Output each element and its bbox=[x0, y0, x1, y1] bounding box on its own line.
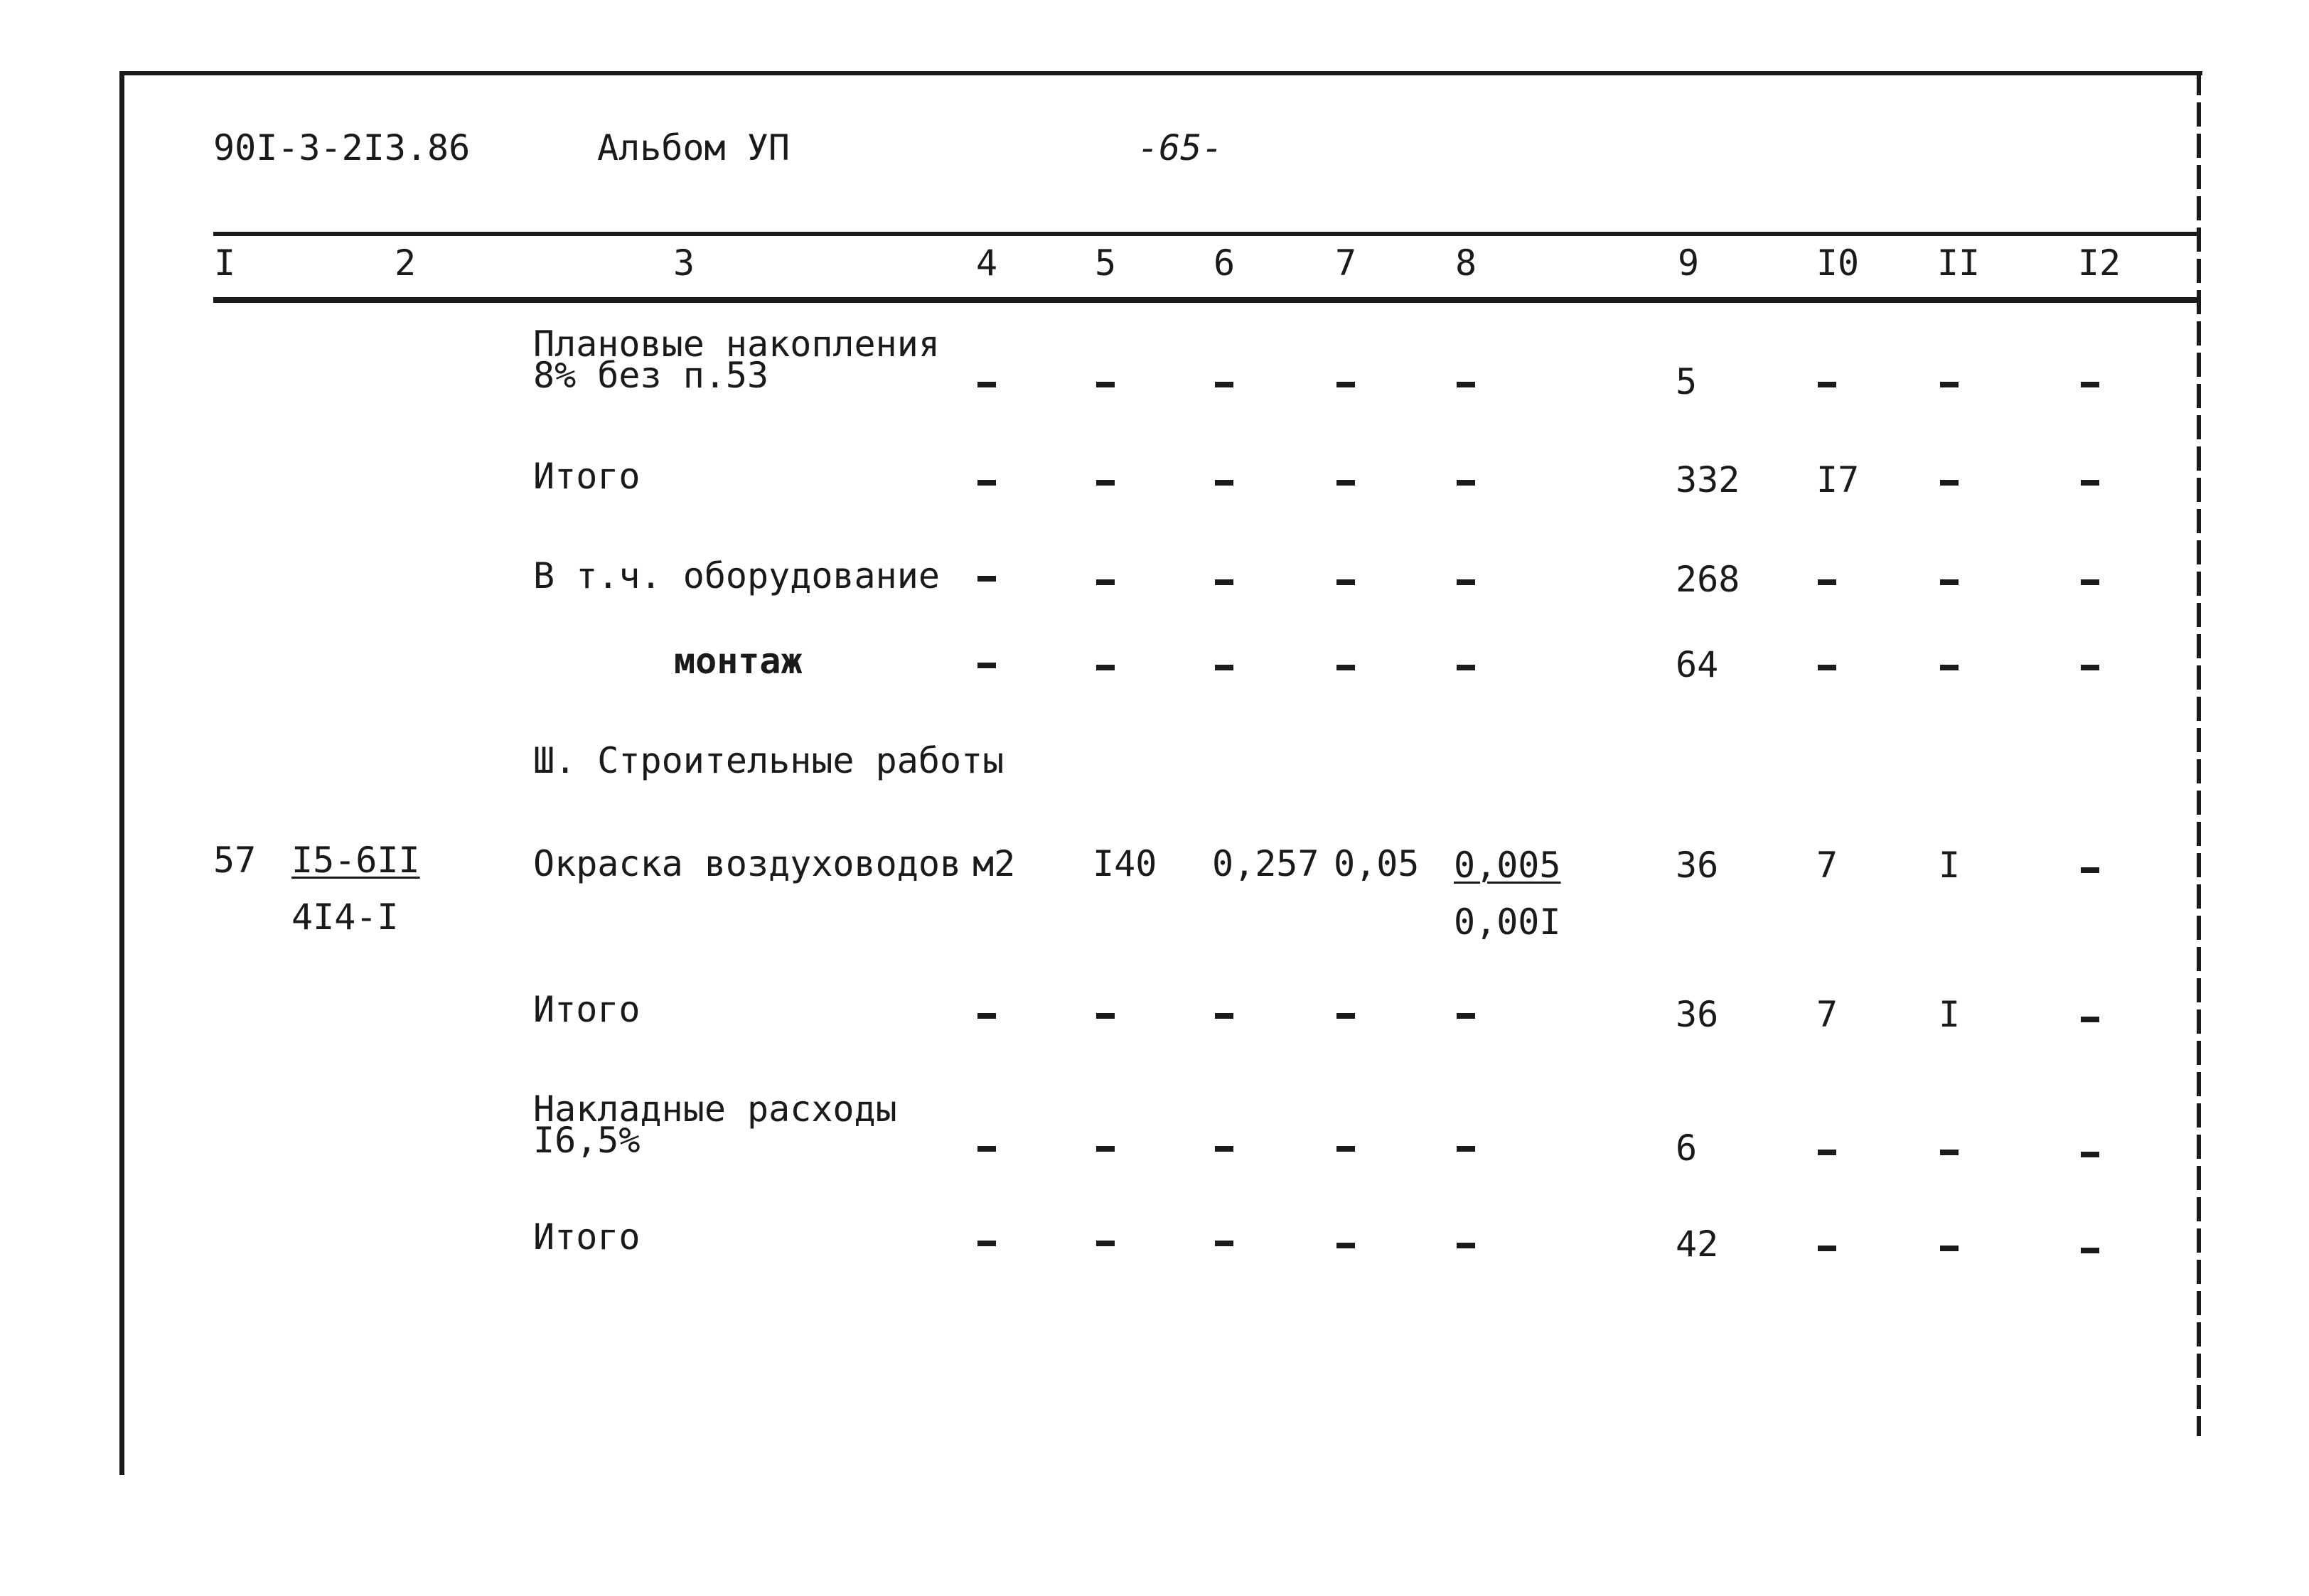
dash-col7 bbox=[1336, 1146, 1355, 1152]
column-header-7: 7 bbox=[1334, 242, 1357, 284]
column-header-2: 2 bbox=[394, 242, 417, 284]
dash-col4 bbox=[977, 1013, 996, 1019]
cell-col10: 7 bbox=[1816, 994, 1838, 1035]
dash-col8 bbox=[1457, 480, 1475, 486]
frame-right-border bbox=[2197, 71, 2201, 1436]
cell-col6: 0,257 bbox=[1212, 843, 1319, 884]
cell-col9: 6 bbox=[1676, 1128, 1698, 1169]
dash-col6 bbox=[1215, 579, 1233, 585]
row-number: 57 bbox=[213, 840, 257, 881]
row-description: Итого bbox=[533, 456, 641, 497]
cell-col11: I bbox=[1939, 845, 1961, 886]
dash-col6 bbox=[1215, 1013, 1233, 1019]
dash-col7 bbox=[1336, 579, 1355, 585]
column-header-3: 3 bbox=[673, 242, 695, 284]
dash-col10 bbox=[1818, 665, 1836, 670]
cell-col10: 7 bbox=[1816, 845, 1838, 886]
cell-unit: м2 bbox=[973, 843, 1016, 884]
dash-col5 bbox=[1096, 480, 1115, 486]
table-header-bottom-rule bbox=[213, 297, 2198, 303]
dash-col4 bbox=[977, 480, 996, 486]
dash-col4 bbox=[977, 1241, 996, 1246]
row-description-cont: 8% без п.53 bbox=[533, 355, 769, 396]
row-description: Плановые накопления bbox=[533, 323, 940, 365]
dash-col12 bbox=[2081, 867, 2099, 873]
dash-col11 bbox=[1940, 382, 1959, 387]
dash-col10 bbox=[1818, 1150, 1836, 1155]
dash-col6 bbox=[1215, 665, 1233, 670]
dash-col12 bbox=[2081, 480, 2099, 486]
cell-quantity: I40 bbox=[1093, 843, 1157, 884]
dash-col5 bbox=[1096, 1146, 1115, 1152]
cell-col9: 36 bbox=[1676, 994, 1719, 1035]
dash-col11 bbox=[1940, 1150, 1959, 1155]
dash-col6 bbox=[1215, 480, 1233, 486]
row-description: Итого bbox=[533, 1216, 641, 1258]
column-header-5: 5 bbox=[1094, 242, 1117, 284]
dash-col10 bbox=[1818, 579, 1836, 585]
cell-col9: 42 bbox=[1676, 1223, 1719, 1265]
row-description: монтаж bbox=[674, 641, 803, 682]
column-header-10: I0 bbox=[1816, 242, 1860, 284]
dash-col12 bbox=[2081, 579, 2099, 585]
row-description: Накладные расходы bbox=[533, 1088, 897, 1130]
dash-col7 bbox=[1336, 382, 1355, 387]
dash-col5 bbox=[1096, 579, 1115, 585]
dash-col5 bbox=[1096, 665, 1115, 670]
dash-col5 bbox=[1096, 1013, 1115, 1019]
dash-col10 bbox=[1818, 382, 1836, 387]
dash-col8 bbox=[1457, 382, 1475, 387]
dash-col7 bbox=[1336, 1243, 1355, 1248]
cell-col11: I bbox=[1939, 994, 1961, 1035]
dash-col11 bbox=[1940, 665, 1959, 670]
row-description: Итого bbox=[533, 989, 641, 1030]
dash-col4 bbox=[977, 663, 996, 668]
column-header-1: I bbox=[213, 242, 236, 284]
column-header-4: 4 bbox=[975, 242, 998, 284]
cell-col8: 0,005 bbox=[1454, 845, 1561, 886]
cell-col10: I7 bbox=[1816, 459, 1860, 500]
dash-col5 bbox=[1096, 382, 1115, 387]
dash-col8 bbox=[1457, 579, 1475, 585]
dash-col12 bbox=[2081, 1152, 2099, 1157]
column-header-9: 9 bbox=[1677, 242, 1700, 284]
dash-col8 bbox=[1457, 1146, 1475, 1152]
dash-col6 bbox=[1215, 1241, 1233, 1246]
dash-col6 bbox=[1215, 382, 1233, 387]
dash-col4 bbox=[977, 1146, 996, 1152]
dash-col12 bbox=[2081, 665, 2099, 670]
frame-top-border bbox=[119, 71, 2202, 75]
column-header-6: 6 bbox=[1213, 242, 1236, 284]
row-description: Окраска воздуховодов bbox=[533, 843, 962, 884]
cell-col9: 268 bbox=[1676, 559, 1740, 600]
row-description-cont: I6,5% bbox=[533, 1120, 641, 1161]
dash-col6 bbox=[1215, 1146, 1233, 1152]
dash-col7 bbox=[1336, 1013, 1355, 1019]
cell-col9: 36 bbox=[1676, 845, 1719, 886]
rate-code: I5-6II bbox=[291, 840, 420, 881]
dash-col8 bbox=[1457, 1013, 1475, 1019]
cell-col8-secondary: 0,00I bbox=[1454, 901, 1561, 943]
page-number: -65- bbox=[1137, 127, 1223, 168]
dash-col12 bbox=[2081, 1248, 2099, 1253]
section-title: Ш. Строительные работы bbox=[533, 740, 1005, 781]
row-description: В т.ч. оборудование bbox=[533, 555, 940, 596]
column-header-12: I2 bbox=[2077, 242, 2121, 284]
album-title: Альбом УП bbox=[597, 127, 790, 168]
dash-col7 bbox=[1336, 665, 1355, 670]
dash-col12 bbox=[2081, 382, 2099, 387]
dash-col12 bbox=[2081, 1017, 2099, 1022]
column-header-11: II bbox=[1936, 242, 1981, 284]
column-header-8: 8 bbox=[1454, 242, 1477, 284]
dash-col11 bbox=[1940, 579, 1959, 585]
cell-col7: 0,05 bbox=[1334, 843, 1420, 884]
dash-col7 bbox=[1336, 480, 1355, 486]
dash-col8 bbox=[1457, 1243, 1475, 1248]
frame-left-border bbox=[119, 71, 124, 1475]
dash-col5 bbox=[1096, 1241, 1115, 1246]
dash-col10 bbox=[1818, 1246, 1836, 1251]
cell-col9: 332 bbox=[1676, 459, 1740, 500]
rate-code-secondary: 4I4-I bbox=[291, 896, 399, 938]
document-code: 90I-3-2I3.86 bbox=[213, 127, 471, 168]
dash-col11 bbox=[1940, 480, 1959, 486]
cell-col9: 5 bbox=[1676, 361, 1698, 402]
dash-col8 bbox=[1457, 665, 1475, 670]
dash-col4 bbox=[977, 576, 996, 582]
table-header-top-rule bbox=[213, 232, 2198, 236]
dash-col11 bbox=[1940, 1246, 1959, 1251]
dash-col4 bbox=[977, 382, 996, 387]
cell-col9: 64 bbox=[1676, 644, 1719, 685]
